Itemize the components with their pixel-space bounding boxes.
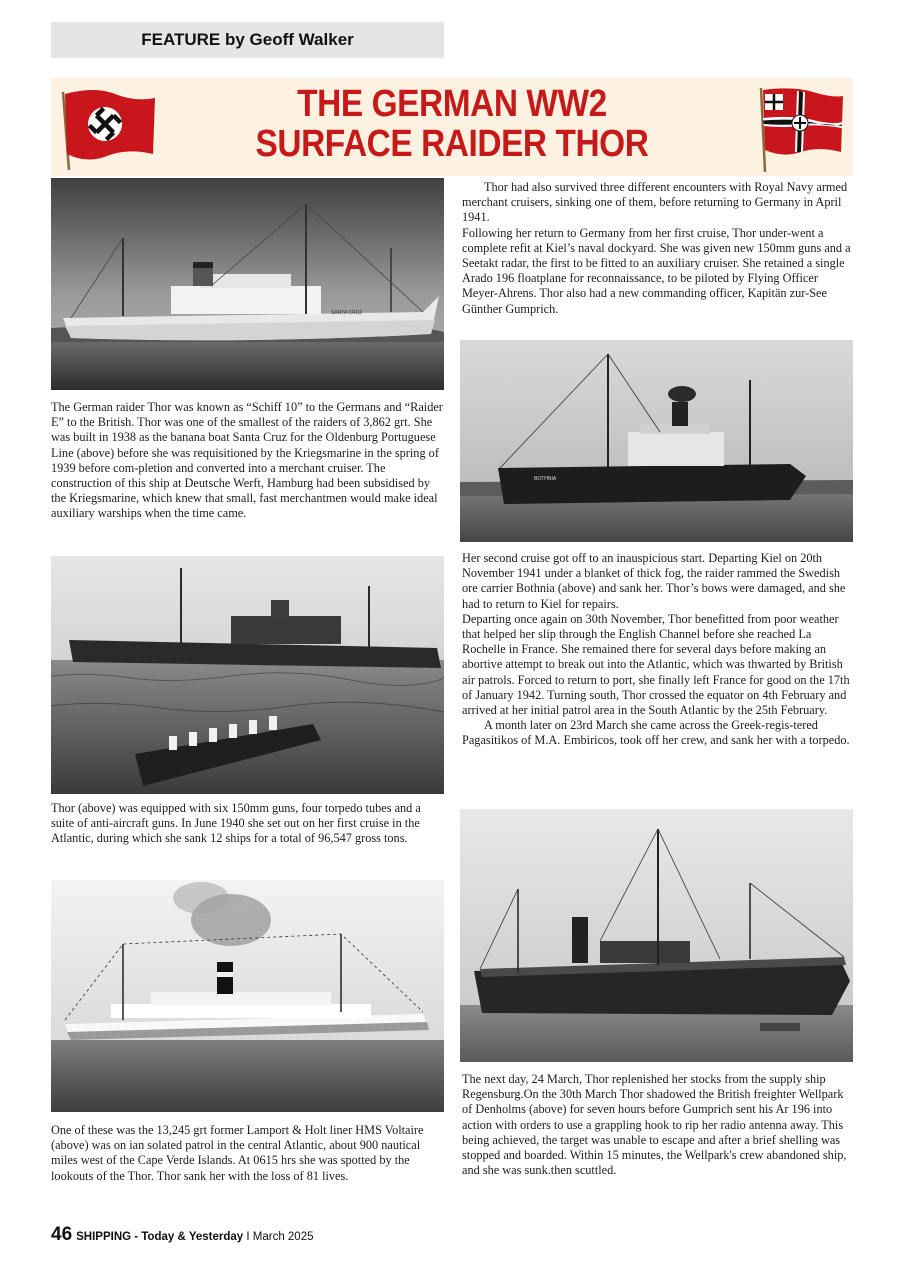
page-footer — [51, 1224, 314, 1246]
issue-date: March 2025 — [252, 1231, 314, 1243]
photo-voltaire — [51, 880, 444, 1112]
left-text-block-2: Thor (above) was equipped with six 150mm guns, four torpedo tubes and a suite of anti-aircraft guns. In June 1940 she set out on her first cruise in the Atlantic, during which she sank 12 ships for a total of 96,547 gross tons. — [51, 801, 421, 846]
swastika-flag-icon — [55, 84, 157, 172]
photo-bothnia — [460, 340, 853, 542]
right-text-block-2: Her second cruise got off to an inauspicious start. Departing Kiel on 20th November 1941 under a blanket of thick fog, the raider rammed the Swedish ore carrier Bothnia (above) and sank her. Thor’s bows were damaged, and she had to return to Kiel for repairs. Departing once again on 30th November, Thor benefitted from poor weather that helped her slip through the English Channel before she reached La Rochelle in France. She remained there for several days before making an abortive attempt to break out into the Atlantic, which was thwarted by British air patrols. Forced to return to port, she finally left France for good on the 17th of January 1942. Turning south, Thor crossed the equator on 4th February and arrived at her initial patrol area in the South Atlantic by the 25th February. A month later on 23rd March she came across the Greek-regis-tered Pagasitikos of M.A. Embiricos, took off her crew, and sank her with a torpedo. — [462, 551, 850, 748]
left-text-block-3: One of these was the 13,245 grt former Lamport & Holt liner HMS Voltaire (above) was on ian solated patrol in the central Atlantic, about 900 nautical miles west of the Cape Verde Islands. At 0615 hrs she was spotted by the lookouts of the Thor. Thor sank her with the loss of 81 lives. — [51, 1123, 424, 1183]
page-title: THE GERMAN WW2 SURFACE RAIDER THOR — [255, 83, 649, 165]
feature-byline: FEATURE by Geoff Walker — [51, 22, 444, 58]
photo-santa-cruz — [51, 178, 444, 390]
title-banner — [51, 78, 853, 176]
magazine-name: SHIPPING - Today & Yesterday — [76, 1231, 244, 1243]
ship-name-bothnia: BOTHNIA — [534, 476, 557, 482]
photo-thor-with-boat — [51, 556, 444, 794]
right-text-block-3: The next day, 24 March, Thor replenished her stocks from the supply ship Regensburg.On the 30th March Thor shadowed the British freighter Wellpark of Denholms (above) for seven hours before Gumprich sent his Ar 196 into action with orders to use a grappling hook to rip her radio antenna away. This being achieved, the target was unable to escape and after a brief shelling was stopped and boarded. Within 15 minutes, the Wellpark's crew abandoned ship, and she was sunk.then scuttled. — [462, 1072, 847, 1178]
footer-separator: I — [243, 1231, 253, 1243]
war-ensign-flag-icon — [753, 82, 847, 172]
left-text-block-1: The German raider Thor was known as “Schiff 10” to the Germans and “Raider E” to the British. Thor was one of the smallest of the raiders of 3,862 grt. She was built in 1938 as the banana boat Santa Cruz for the Oldenburg Portuguese Line (above) before she was requisitioned by the Kriegsmarine in the spring of 1939 before com-pletion and converted into a merchant cruiser. The construction of this ship at Deutsche Werft, Hamburg had been subsidised by the Kriegsmarine, which knew that small, fast merchantmen would make ideal auxiliary warships when the time came. — [51, 400, 443, 521]
ship-name-santa-cruz: SANTA CRUZ — [331, 310, 363, 316]
photo-wellpark — [460, 809, 853, 1062]
page-number: 46 — [51, 1224, 73, 1245]
right-text-block-1: Thor had also survived three different encounters with Royal Navy armed merchant cruisers, sinking one of them, before returning to Germany in April 1941. Following her return to Germany from her first cruise, Thor under-went a complete refit at Kiel’s naval dockyard. She was given new 150mm guns and a Seetakt radar, the first to be fitted to an auxiliary cruiser. She retained a single Arado 196 floatplane for reconnaissance, to be piloted by Flying Officer Meyer-Ahrens. Thor also had a new commanding officer, Kapitän zur-See Günther Gumprich. — [462, 180, 851, 316]
